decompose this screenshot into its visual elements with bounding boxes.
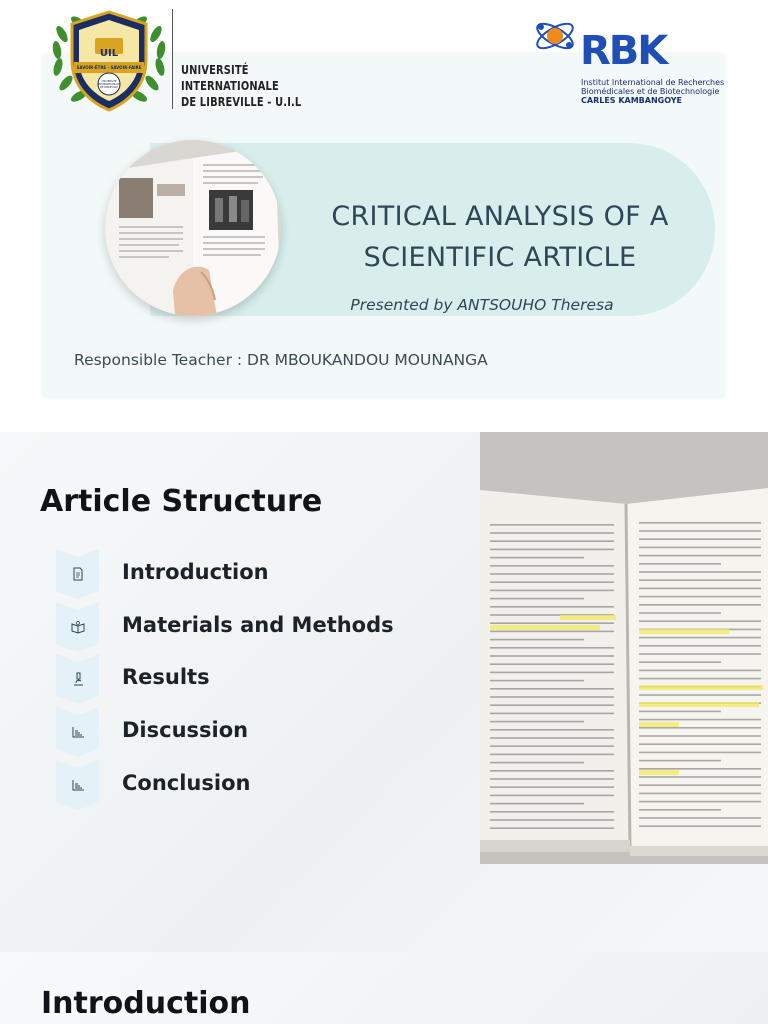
agenda-item-conclusion — [56, 760, 436, 810]
presentation-title — [290, 196, 710, 278]
uil-badge-line-1: UNIVERSITÉ — [101, 80, 117, 83]
agenda-label: Results — [122, 665, 210, 689]
logo-divider — [172, 9, 173, 109]
magazine-photo — [105, 140, 281, 316]
article-structure-slide — [0, 432, 768, 952]
agenda-item-results — [56, 654, 436, 704]
responsible-teacher: Responsible Teacher : DR MBOUKANDOU MOUNANGA — [74, 351, 488, 369]
uil-badge-abbr: UIL — [99, 48, 119, 59]
university-name-line-1: UNIVERSITÉ — [181, 63, 249, 77]
agenda-item-discussion — [56, 707, 436, 757]
rbk-acronym: RBK — [580, 28, 667, 74]
bar-chart-icon — [70, 724, 86, 740]
document-icon — [70, 566, 86, 582]
title-line-2: SCIENTIFIC ARTICLE — [363, 242, 637, 273]
uil-badge-line-3: DE LIBREVILLE — [99, 86, 119, 89]
open-book-photo — [480, 432, 768, 864]
agenda-item-materials-methods — [56, 602, 436, 652]
introduction-slide — [0, 952, 768, 1024]
rbk-line-2: Biomédicales et de Biotechnologie — [581, 87, 720, 96]
microscope-icon — [70, 671, 86, 687]
title-line-1: CRITICAL ANALYSIS OF A — [331, 201, 669, 232]
university-name-line-3: DE LIBREVILLE - U.I.L — [181, 95, 302, 109]
agenda-label: Introduction — [122, 560, 269, 584]
rbk-line-1: Institut International de Recherches — [581, 78, 725, 87]
university-name-line-2: INTERNATIONALE — [181, 79, 279, 93]
uil-badge-motto: SAVOIR-ÊTRE · SAVOIR-FAIRE — [76, 65, 142, 70]
agenda-item-introduction — [56, 549, 436, 599]
open-book-icon — [70, 619, 86, 635]
agenda-label: Conclusion — [122, 771, 251, 795]
uil-logo — [48, 8, 170, 114]
bar-chart-icon — [70, 777, 86, 793]
title-slide — [0, 0, 768, 415]
presenter-name: Presented by ANTSOUHO Theresa — [350, 296, 614, 314]
rbk-line-3: CARLES KAMBANGOYE — [581, 96, 683, 105]
section-title: Article Structure — [40, 484, 323, 519]
university-name — [181, 62, 301, 110]
uil-badge-line-2: INTERNATIONALE — [98, 83, 120, 86]
agenda-label: Materials and Methods — [122, 613, 394, 637]
agenda-label: Discussion — [122, 718, 249, 742]
section-title: Introduction — [41, 986, 251, 1021]
